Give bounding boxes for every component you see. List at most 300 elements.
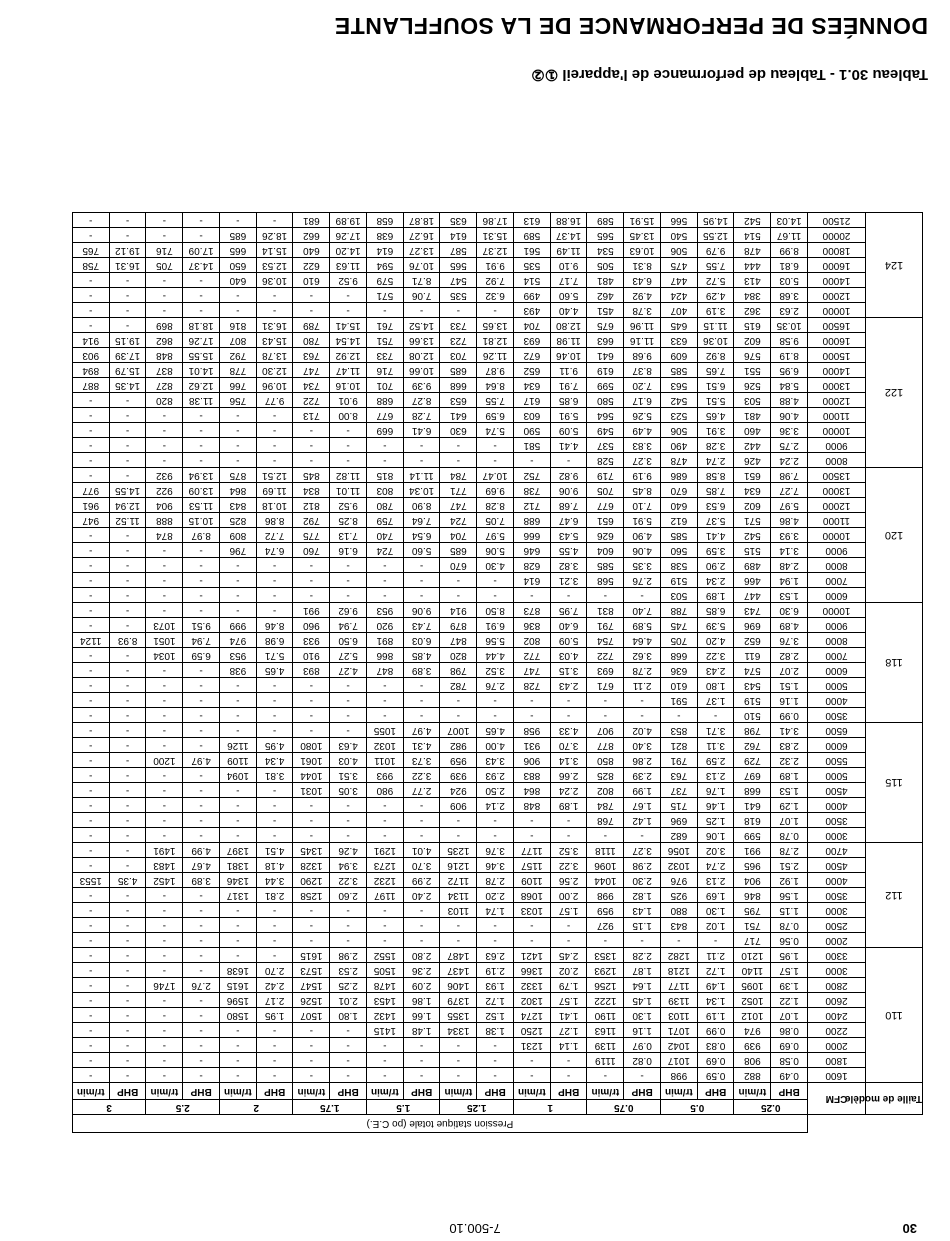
rpm-cell: 960 [293, 618, 330, 633]
rpm-cell: 634 [514, 378, 551, 393]
bhp-cell: 2.75 [771, 438, 808, 453]
bhp-cell: 2.00 [550, 888, 587, 903]
rpm-cell: - [220, 603, 257, 618]
rpm-cell: - [220, 1053, 257, 1068]
bhp-cell: 3.35 [624, 558, 661, 573]
bhp-cell: 3.81 [256, 768, 293, 783]
rpm-cell: 1157 [514, 858, 551, 873]
bhp-cell: 2.43 [550, 678, 587, 693]
bhp-cell: 15.31 [477, 228, 514, 243]
cfm-cell: 7000 [808, 648, 866, 663]
bhp-cell: 6.53 [697, 498, 734, 513]
bhp-cell: 1.79 [550, 978, 587, 993]
cfm-cell: 7000 [808, 573, 866, 588]
table-row [72, 408, 922, 423]
rpm-cell: 717 [734, 933, 771, 948]
rpm-cell: 820 [146, 393, 183, 408]
bhp-cell: - [109, 813, 146, 828]
rpm-cell: 613 [514, 213, 551, 228]
bhp-cell: - [109, 918, 146, 933]
rpm-cell: - [72, 768, 109, 783]
rpm-cell: - [440, 438, 477, 453]
cfm-cell: 3500 [808, 888, 866, 903]
rpm-cell: - [72, 408, 109, 423]
rpm-cell: 812 [293, 498, 330, 513]
rpm-cell: 862 [146, 333, 183, 348]
rpm-cell: 908 [734, 1053, 771, 1068]
rpm-cell: 542 [661, 393, 698, 408]
rpm-cell: - [146, 903, 183, 918]
rpm-cell: 551 [734, 363, 771, 378]
bhp-header: BHP [624, 1083, 661, 1100]
rpm-cell: - [440, 303, 477, 318]
rpm-cell: 847 [367, 663, 404, 678]
rpm-cell: - [146, 438, 183, 453]
bhp-cell: - [330, 303, 367, 318]
pressure-value-header: 3 [72, 1100, 146, 1115]
rpm-cell: - [220, 1068, 257, 1083]
cfm-cell: 2400 [808, 1008, 866, 1023]
bhp-cell: - [183, 1068, 220, 1083]
rpm-cell: 907 [587, 723, 624, 738]
rpm-cell: 640 [220, 273, 257, 288]
rpm-cell: 514 [734, 228, 771, 243]
rpm-cell: - [367, 693, 404, 708]
cfm-cell: 8000 [808, 558, 866, 573]
rpm-cell: 733 [440, 318, 477, 333]
bhp-cell: - [256, 558, 293, 573]
rpm-cell: - [367, 828, 404, 843]
rpm-cell: - [72, 558, 109, 573]
bhp-cell: - [183, 453, 220, 468]
rpm-cell: 893 [293, 663, 330, 678]
bhp-cell: - [477, 453, 514, 468]
cfm-cell: 4000 [808, 693, 866, 708]
bhp-cell: - [550, 1053, 587, 1068]
bhp-cell: 7.17 [550, 273, 587, 288]
rpm-cell: - [293, 1068, 330, 1083]
bhp-cell: 0.99 [771, 708, 808, 723]
rpm-cell: - [440, 453, 477, 468]
rpm-cell: 538 [661, 558, 698, 573]
cfm-cell: 12000 [808, 288, 866, 303]
rpm-cell: 798 [734, 723, 771, 738]
bhp-cell: - [109, 768, 146, 783]
cfm-cell: 8000 [808, 633, 866, 648]
bhp-cell: 9.10 [550, 258, 587, 273]
rpm-cell: 653 [440, 393, 477, 408]
rpm-cell: 670 [661, 483, 698, 498]
rpm-cell: 1526 [293, 993, 330, 1008]
bhp-cell: - [403, 1053, 440, 1068]
bhp-cell: 3.76 [771, 633, 808, 648]
bhp-cell: 10.47 [477, 468, 514, 483]
rpm-cell: 974 [734, 1023, 771, 1038]
rpm-cell: - [514, 918, 551, 933]
bhp-cell: - [183, 723, 220, 738]
rpm-cell: 589 [587, 213, 624, 228]
rpm-cell: - [146, 993, 183, 1008]
bhp-cell: 9.39 [403, 378, 440, 393]
rpm-cell: 1109 [514, 873, 551, 888]
rpm-cell: 510 [734, 708, 771, 723]
bhp-cell: 3.91 [697, 423, 734, 438]
rpm-cell: 603 [514, 408, 551, 423]
rpm-cell: - [146, 423, 183, 438]
rpm-cell: 665 [220, 243, 257, 258]
bhp-cell: - [183, 213, 220, 228]
table-row [72, 1038, 922, 1053]
bhp-cell: - [256, 783, 293, 798]
bhp-cell: - [477, 708, 514, 723]
bhp-cell: 4.67 [183, 858, 220, 873]
rpm-cell: 585 [661, 363, 698, 378]
bhp-cell: - [183, 558, 220, 573]
bhp-cell: - [109, 693, 146, 708]
bhp-cell: - [109, 318, 146, 333]
table-row [72, 723, 922, 738]
bhp-cell: - [256, 708, 293, 723]
rpm-cell: 490 [661, 438, 698, 453]
rpm-cell: 705 [661, 633, 698, 648]
bhp-cell: - [550, 828, 587, 843]
table-row [72, 528, 922, 543]
bhp-cell: 1.19 [697, 1008, 734, 1023]
rpm-cell: - [367, 453, 404, 468]
rpm-cell: 447 [734, 588, 771, 603]
table-row [72, 813, 922, 828]
rpm-cell: - [293, 693, 330, 708]
bhp-cell: 3.78 [624, 303, 661, 318]
rpm-cell: - [514, 708, 551, 723]
rpm-cell: 636 [661, 663, 698, 678]
bhp-cell: - [109, 858, 146, 873]
bhp-cell: 3.40 [624, 738, 661, 753]
bhp-cell: 4.34 [256, 753, 293, 768]
bhp-cell: 0.49 [771, 1068, 808, 1083]
rpm-cell: 1256 [587, 978, 624, 993]
rpm-cell: 1139 [661, 993, 698, 1008]
rpm-cell: - [72, 288, 109, 303]
rpm-cell: 1355 [440, 1008, 477, 1023]
bhp-cell: 11.38 [183, 393, 220, 408]
bhp-cell: 6.85 [697, 603, 734, 618]
bhp-cell: - [330, 813, 367, 828]
bhp-cell: - [403, 438, 440, 453]
rpm-cell: 1366 [514, 963, 551, 978]
bhp-cell: 14.37 [183, 258, 220, 273]
rpm-cell: 658 [367, 213, 404, 228]
rpm-cell: 581 [514, 438, 551, 453]
bhp-cell: 4.65 [477, 723, 514, 738]
rpm-cell: 543 [734, 678, 771, 693]
bhp-cell: 1.95 [771, 948, 808, 963]
rpm-cell: 961 [72, 498, 109, 513]
rpm-cell: 641 [734, 798, 771, 813]
bhp-cell: 8.93 [109, 633, 146, 648]
rpm-cell: - [514, 453, 551, 468]
rpm-cell: - [146, 948, 183, 963]
table-row [72, 1023, 922, 1038]
bhp-cell: 2.17 [256, 993, 293, 1008]
bhp-cell: 3.11 [697, 738, 734, 753]
bhp-cell: 2.66 [550, 768, 587, 783]
rpm-cell: 704 [440, 528, 477, 543]
rpm-cell: 1031 [293, 783, 330, 798]
rpm-cell: - [220, 903, 257, 918]
rpm-cell: - [146, 663, 183, 678]
bhp-cell: 3.22 [697, 648, 734, 663]
rpm-cell: 571 [367, 288, 404, 303]
rpm-cell: - [72, 708, 109, 723]
cfm-cell: 3000 [808, 828, 866, 843]
cfm-cell: 16000 [808, 258, 866, 273]
cfm-cell: 10000 [808, 528, 866, 543]
rpm-cell: 932 [146, 468, 183, 483]
cfm-cell: 3500 [808, 813, 866, 828]
rpm-cell: - [220, 1038, 257, 1053]
rpm-cell: 891 [367, 633, 404, 648]
rpm-cell: 1353 [587, 948, 624, 963]
bhp-cell: 14.01 [183, 363, 220, 378]
rpm-cell: - [367, 798, 404, 813]
rpm-cell: 1119 [587, 1053, 624, 1068]
bhp-cell: 5.72 [697, 273, 734, 288]
pressure-value-header: 1.75 [293, 1100, 367, 1115]
bhp-cell: 11.52 [109, 513, 146, 528]
rpm-cell: 771 [440, 483, 477, 498]
rpm-cell: - [146, 768, 183, 783]
bhp-cell: 0.69 [697, 1053, 734, 1068]
rpm-cell: - [220, 723, 257, 738]
rpm-cell: - [146, 723, 183, 738]
bhp-cell: - [183, 798, 220, 813]
rpm-cell: 1140 [734, 963, 771, 978]
rpm-cell: - [146, 1053, 183, 1068]
bhp-cell: 4.95 [256, 738, 293, 753]
bhp-cell: - [330, 1068, 367, 1083]
bhp-cell: 3.70 [550, 738, 587, 753]
bhp-cell: 6.40 [550, 618, 587, 633]
cfm-cell: 3500 [808, 708, 866, 723]
bhp-cell: 6.17 [624, 393, 661, 408]
rpm-cell: 1290 [293, 873, 330, 888]
rpm-cell: - [72, 993, 109, 1008]
model-header: Taille de modèle [866, 1083, 923, 1115]
bhp-cell: - [550, 588, 587, 603]
table-row [72, 783, 922, 798]
table-row [72, 273, 922, 288]
bhp-cell: 4.26 [330, 843, 367, 858]
bhp-cell: 19.12 [109, 243, 146, 258]
bhp-cell: 2.42 [256, 978, 293, 993]
rpm-cell: 791 [587, 618, 624, 633]
rpm-cell: 677 [587, 498, 624, 513]
rpm-cell: 1197 [367, 888, 404, 903]
bhp-cell: 2.76 [477, 678, 514, 693]
rpm-cell: 752 [514, 468, 551, 483]
rpm-cell: 1095 [734, 978, 771, 993]
rpm-cell: 566 [661, 213, 698, 228]
bhp-cell: 3.83 [624, 438, 661, 453]
bhp-cell: - [256, 303, 293, 318]
bhp-cell: 12.81 [477, 333, 514, 348]
rpm-cell: - [440, 918, 477, 933]
rpm-cell: 837 [146, 363, 183, 378]
rpm-cell: 1124 [72, 633, 109, 648]
rpm-cell: 760 [293, 543, 330, 558]
bhp-cell: 3.52 [550, 843, 587, 858]
rpm-cell: - [72, 843, 109, 858]
rpm-cell: - [293, 423, 330, 438]
rpm-cell: 846 [734, 888, 771, 903]
rpm-cell: 1134 [440, 888, 477, 903]
rpm-cell: 1177 [661, 978, 698, 993]
bhp-cell: - [256, 588, 293, 603]
bhp-cell: 6.30 [771, 603, 808, 618]
rpm-cell: 1073 [146, 618, 183, 633]
bhp-cell: 2.76 [624, 573, 661, 588]
bhp-cell: 6.54 [403, 528, 440, 543]
bhp-cell: 4.03 [550, 648, 587, 663]
rpm-cell: - [146, 543, 183, 558]
rpm-cell: 959 [587, 903, 624, 918]
table-row [72, 888, 922, 903]
bhp-cell: - [624, 933, 661, 948]
bhp-cell: 5.60 [550, 288, 587, 303]
rpm-cell: 991 [293, 603, 330, 618]
rpm-cell: 784 [587, 798, 624, 813]
bhp-cell: - [330, 933, 367, 948]
bhp-cell: 4.02 [624, 723, 661, 738]
rpm-cell: 384 [734, 288, 771, 303]
bhp-cell: - [624, 708, 661, 723]
rpm-cell: - [72, 723, 109, 738]
rpm-cell: - [293, 708, 330, 723]
rpm-cell: - [220, 288, 257, 303]
cfm-cell: 2800 [808, 978, 866, 993]
rpm-cell: 738 [514, 483, 551, 498]
table-row [72, 558, 922, 573]
bhp-cell: 4.44 [477, 648, 514, 663]
rpm-cell: 668 [440, 378, 477, 393]
bhp-cell: - [330, 708, 367, 723]
rpm-cell: 848 [146, 348, 183, 363]
bhp-cell: 1.37 [697, 693, 734, 708]
bhp-cell: 9.52 [330, 273, 367, 288]
rpm-cell: 853 [661, 723, 698, 738]
rpm-cell: 880 [661, 903, 698, 918]
rpm-header: tr/min [367, 1083, 404, 1100]
rpm-cell: - [220, 813, 257, 828]
rpm-header: tr/min [734, 1083, 771, 1100]
rpm-cell: - [146, 783, 183, 798]
bhp-cell: 3.59 [697, 543, 734, 558]
bhp-cell: 1.80 [330, 1008, 367, 1023]
rpm-cell: - [367, 588, 404, 603]
cfm-cell: 4000 [808, 873, 866, 888]
rpm-cell: 633 [661, 333, 698, 348]
rpm-cell: - [146, 273, 183, 288]
cfm-cell: 8000 [808, 453, 866, 468]
bhp-cell: 1.51 [771, 678, 808, 693]
bhp-cell: 1.93 [477, 978, 514, 993]
bhp-cell: 1.16 [771, 693, 808, 708]
cfm-cell: 18000 [808, 243, 866, 258]
rpm-cell: 1052 [734, 993, 771, 1008]
bhp-cell: 8.64 [477, 378, 514, 393]
rpm-cell: 641 [587, 348, 624, 363]
bhp-cell: - [256, 813, 293, 828]
bhp-cell: 4.01 [403, 843, 440, 858]
rpm-cell: 705 [146, 258, 183, 273]
bhp-cell: 3.51 [330, 768, 367, 783]
bhp-cell: 3.68 [771, 288, 808, 303]
rpm-cell: - [72, 423, 109, 438]
bhp-cell: 4.03 [330, 753, 367, 768]
bhp-cell: 2.11 [697, 948, 734, 963]
rpm-cell: 1218 [661, 963, 698, 978]
bhp-cell: - [477, 1053, 514, 1068]
rpm-cell: 803 [367, 483, 404, 498]
bhp-cell: 1.57 [771, 963, 808, 978]
rpm-cell: - [514, 828, 551, 843]
rpm-cell: 724 [367, 543, 404, 558]
rpm-cell: 1437 [440, 963, 477, 978]
rpm-cell: - [72, 933, 109, 948]
rpm-cell: - [293, 288, 330, 303]
rpm-cell: - [367, 1068, 404, 1083]
bhp-cell: 17.26 [183, 333, 220, 348]
bhp-cell: - [256, 1023, 293, 1038]
cfm-cell: 13000 [808, 483, 866, 498]
rpm-cell: 447 [661, 273, 698, 288]
rpm-cell: - [514, 813, 551, 828]
cfm-cell: 10000 [808, 423, 866, 438]
rpm-cell: 688 [514, 513, 551, 528]
bhp-cell: - [183, 303, 220, 318]
rpm-cell: 780 [367, 498, 404, 513]
rpm-cell: - [220, 948, 257, 963]
rpm-cell: 848 [514, 798, 551, 813]
rpm-cell: 728 [514, 678, 551, 693]
rpm-cell: 701 [367, 378, 404, 393]
rpm-cell: 1452 [146, 873, 183, 888]
cfm-cell: 6000 [808, 663, 866, 678]
bhp-cell: 2.51 [771, 858, 808, 873]
bhp-cell: - [183, 603, 220, 618]
bhp-cell: 14.55 [109, 483, 146, 498]
rpm-cell: 686 [661, 468, 698, 483]
bhp-cell: - [624, 1068, 661, 1083]
rpm-cell: 444 [734, 258, 771, 273]
bhp-cell: 1.57 [550, 993, 587, 1008]
bhp-cell: 5.91 [550, 408, 587, 423]
bhp-cell: - [624, 828, 661, 843]
bhp-cell: 2.78 [624, 663, 661, 678]
rpm-cell: - [72, 738, 109, 753]
rpm-cell: 922 [146, 483, 183, 498]
rpm-cell: 843 [220, 498, 257, 513]
bhp-cell: - [624, 693, 661, 708]
bhp-cell: 8.46 [256, 618, 293, 633]
rpm-cell: 980 [367, 783, 404, 798]
rpm-cell: 906 [514, 753, 551, 768]
rpm-cell: 1345 [293, 843, 330, 858]
bhp-cell: 1.41 [550, 1008, 587, 1023]
table-row [72, 348, 922, 363]
bhp-cell: 3.44 [256, 873, 293, 888]
